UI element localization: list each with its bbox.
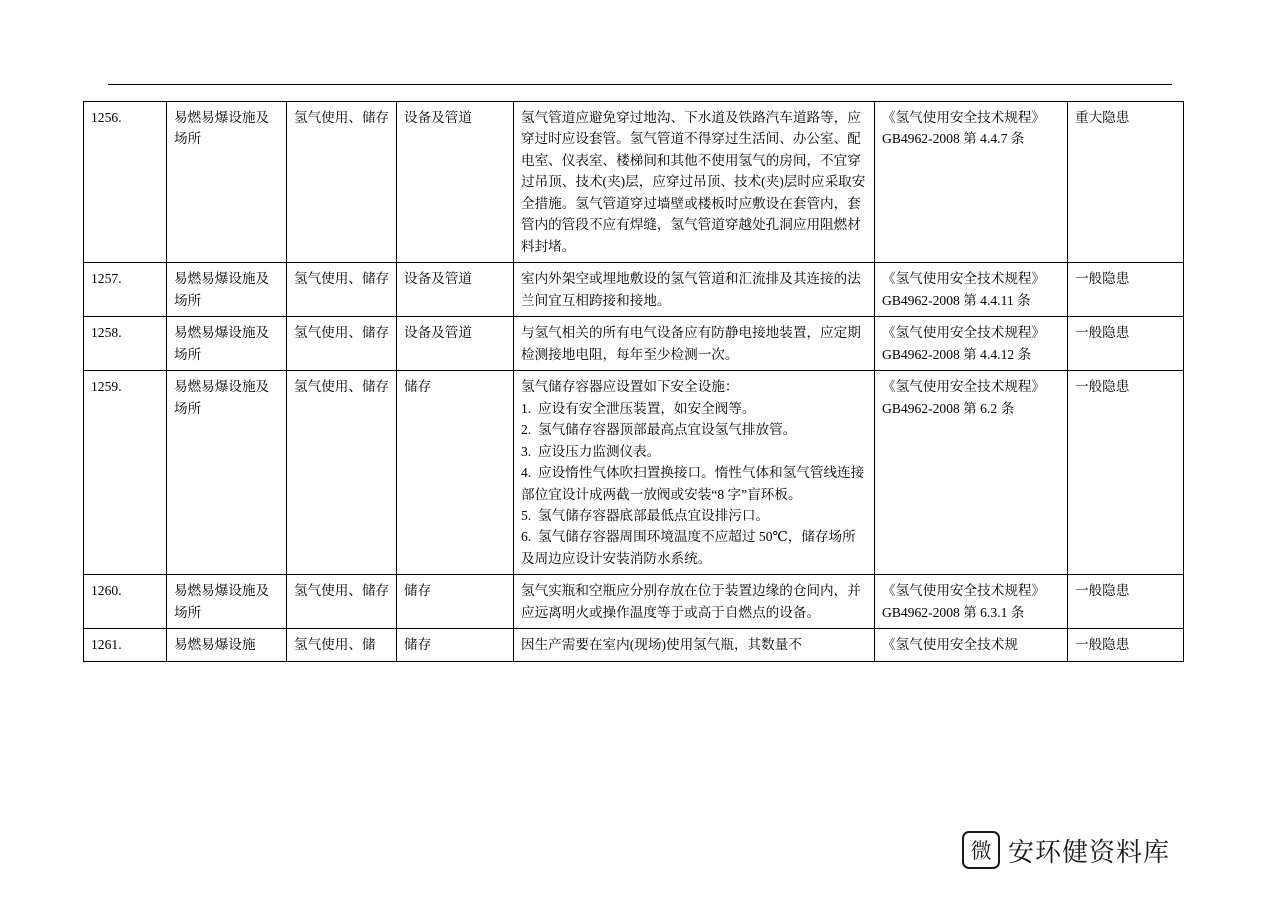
watermark-label: 安环健资料库 xyxy=(1008,837,1171,867)
cell-reference: 《氢气使用安全技术规程》GB4962-2008 第 6.3.1 条 xyxy=(875,575,1068,629)
cell-type: 设备及管道 xyxy=(397,317,514,371)
cell-number: 1258. xyxy=(84,317,167,371)
cell-type: 设备及管道 xyxy=(397,263,514,317)
cell-category: 易燃易爆设施及场所 xyxy=(167,263,287,317)
hazard-table-container xyxy=(83,101,1183,662)
cell-category: 易燃易爆设施及场所 xyxy=(167,102,287,263)
cell-description xyxy=(514,371,875,575)
cell-use: 氢气使用、储 xyxy=(287,629,397,661)
table-row xyxy=(84,575,1184,629)
cell-reference: 《氢气使用安全技术规 xyxy=(875,629,1068,661)
list-number: 5. xyxy=(521,507,532,523)
table-row xyxy=(84,317,1184,371)
list-number: 1. xyxy=(521,400,532,416)
description-list-item: 5. 氢气储存容器底部最低点宜设排污口。 xyxy=(521,505,868,526)
description-list-item: 4. 应设惰性气体吹扫置换接口。惰性气体和氢气管线连接部位宜设计成两截一放阀或安装“8 字”盲环板。 xyxy=(521,462,868,505)
table-row xyxy=(84,102,1184,263)
description-list-item: 3. 应设压力监测仪表。 xyxy=(521,441,868,462)
cell-type: 储存 xyxy=(397,371,514,575)
table-row xyxy=(84,371,1184,575)
wechat-badge-icon xyxy=(962,831,1000,869)
cell-reference: 《氢气使用安全技术规程》GB4962-2008 第 4.4.12 条 xyxy=(875,317,1068,371)
cell-description: 氢气实瓶和空瓶应分别存放在位于装置边缘的仓间内，并应远离明火或操作温度等于或高于自燃点的设备。 xyxy=(514,575,875,629)
list-number: 3. xyxy=(521,443,532,459)
cell-description: 因生产需要在室内(现场)使用氢气瓶，其数量不 xyxy=(514,629,875,661)
cell-use: 氢气使用、储存 xyxy=(287,317,397,371)
description-intro: 氢气储存容器应设置如下安全设施： xyxy=(521,379,739,395)
list-number: 2. xyxy=(521,422,532,438)
table-row xyxy=(84,629,1184,661)
cell-number: 1261. xyxy=(84,629,167,661)
cell-reference: 《氢气使用安全技术规程》GB4962-2008 第 6.2 条 xyxy=(875,371,1068,575)
cell-level: 重大隐患 xyxy=(1068,102,1184,263)
cell-type: 设备及管道 xyxy=(397,102,514,263)
cell-type: 储存 xyxy=(397,575,514,629)
hazard-table xyxy=(83,101,1184,662)
watermark xyxy=(962,828,1222,872)
cell-use: 氢气使用、储存 xyxy=(287,575,397,629)
cell-reference: 《氢气使用安全技术规程》GB4962-2008 第 4.4.7 条 xyxy=(875,102,1068,263)
cell-number: 1256. xyxy=(84,102,167,263)
cell-number: 1260. xyxy=(84,575,167,629)
description-list-item: 6. 氢气储存容器周围环境温度不应超过 50℃，储存场所及周边应设计安装消防水系统。 xyxy=(521,526,868,569)
cell-use: 氢气使用、储存 xyxy=(287,371,397,575)
cell-level: 一般隐患 xyxy=(1068,629,1184,661)
cell-reference: 《氢气使用安全技术规程》GB4962-2008 第 4.4.11 条 xyxy=(875,263,1068,317)
cell-level: 一般隐患 xyxy=(1068,371,1184,575)
list-number: 6. xyxy=(521,529,532,545)
cell-use: 氢气使用、储存 xyxy=(287,102,397,263)
cell-description: 室内外架空或埋地敷设的氢气管道和汇流排及其连接的法兰间宜互相跨接和接地。 xyxy=(514,263,875,317)
header-rule xyxy=(108,84,1172,85)
table-row xyxy=(84,263,1184,317)
cell-use: 氢气使用、储存 xyxy=(287,263,397,317)
description-list-item: 2. 氢气储存容器顶部最高点宜设氢气排放管。 xyxy=(521,419,868,440)
description-list-item: 1. 应设有安全泄压装置，如安全阀等。 xyxy=(521,398,868,419)
cell-description: 氢气管道应避免穿过地沟、下水道及铁路汽车道路等，应穿过时应设套管。氢气管道不得穿过生活间、办公室、配电室、仪表室、楼梯间和其他不使用氢气的房间，不宜穿过吊顶、技术(夹)层，应穿过吊顶、技术(夹)层时应采取安全措施。氢气管道穿过墙壁或楼板时应敷设在套管内，套管内的管段不应有焊缝，氢气管道穿越处孔洞应用阻燃材料封堵。 xyxy=(514,102,875,263)
cell-level: 一般隐患 xyxy=(1068,317,1184,371)
cell-level: 一般隐患 xyxy=(1068,263,1184,317)
cell-number: 1259. xyxy=(84,371,167,575)
cell-category: 易燃易爆设施及场所 xyxy=(167,371,287,575)
cell-category: 易燃易爆设施及场所 xyxy=(167,317,287,371)
cell-number: 1257. xyxy=(84,263,167,317)
cell-description: 与氢气相关的所有电气设备应有防静电接地装置，应定期检测接地电阻，每年至少检测一次。 xyxy=(514,317,875,371)
list-number: 4. xyxy=(521,465,532,481)
cell-category: 易燃易爆设施 xyxy=(167,629,287,661)
cell-category: 易燃易爆设施及场所 xyxy=(167,575,287,629)
cell-level: 一般隐患 xyxy=(1068,575,1184,629)
cell-type: 储存 xyxy=(397,629,514,661)
